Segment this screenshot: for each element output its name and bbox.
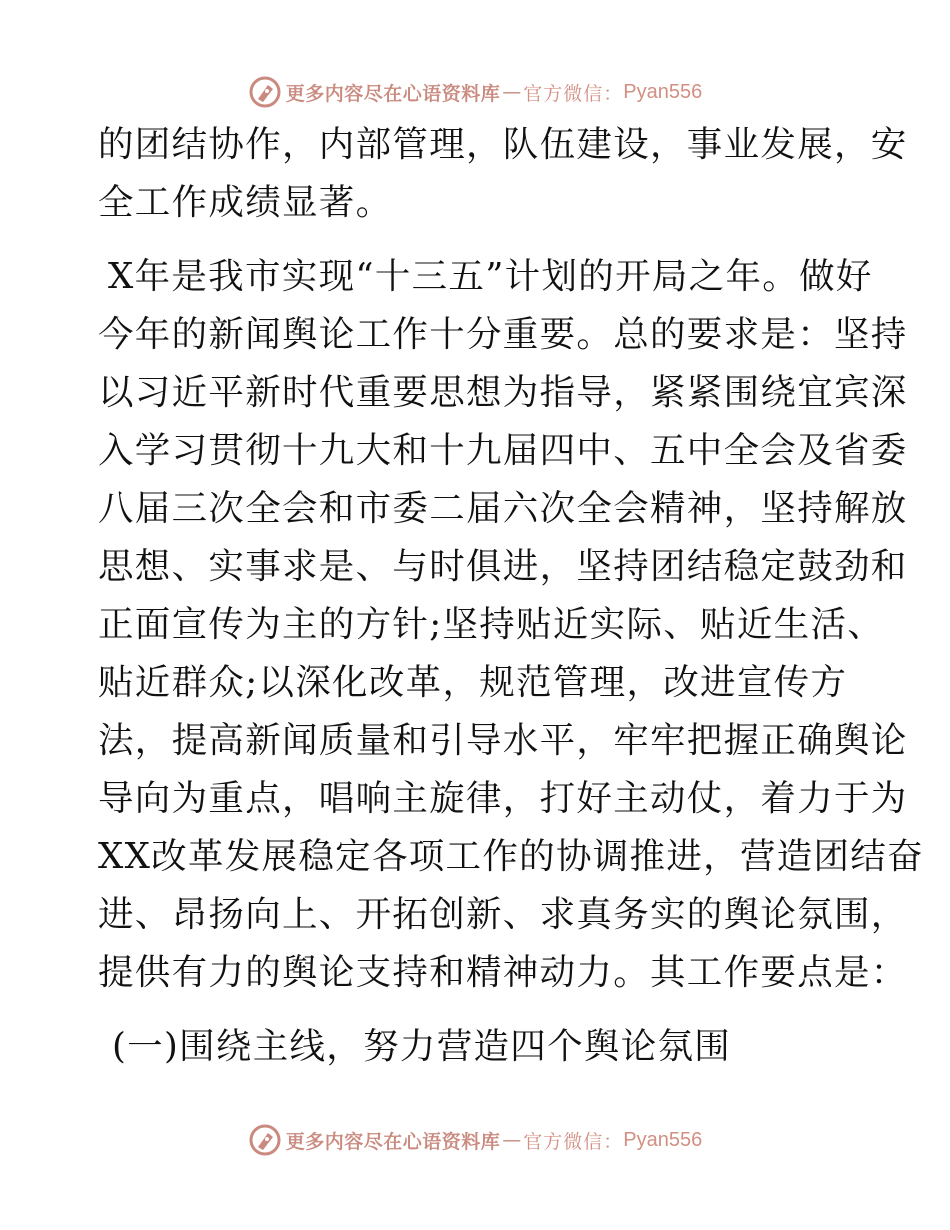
section-heading: (一)围绕主线，努力营造四个舆论氛围 <box>112 1026 732 1067</box>
watermark-dash: — <box>502 81 522 103</box>
text-line: 的团结协作，内部管理，队伍建设，事业发展，安 <box>98 124 908 165</box>
text-line: 八届三次全会和市委二届六次全会精神，坚持解放 <box>98 488 908 529</box>
watermark-brand: 更多内容尽在心语资料库 <box>285 1130 501 1153</box>
text-line: 入学习贯彻十九大和十九届四中、五中全会及省委 <box>98 430 908 471</box>
pen-nib-circle-icon <box>248 1123 282 1157</box>
watermark-brand: 更多内容尽在心语资料库 <box>285 82 501 105</box>
footer-watermark <box>0 1120 950 1160</box>
watermark-dash: — <box>502 1129 522 1151</box>
text-line: 正面宣传为主的方针;坚持贴近实际、贴近生活、 <box>98 604 885 645</box>
text-line: 贴近群众;以深化改革，规范管理，改进宣传方 <box>98 662 848 703</box>
text-line: 导向为重点，唱响主旋律，打好主动仗，着力于为 <box>98 778 908 819</box>
pen-nib-circle-icon <box>248 75 282 109</box>
paragraph-2 <box>98 248 924 1002</box>
text-line: 思想、实事求是、与时俱进，坚持团结稳定鼓劲和 <box>98 546 908 587</box>
text-line: XX改革发展稳定各项工作的协调推进，营造团结奋 <box>98 836 924 877</box>
text-line: 以习近平新时代重要思想为指导，紧紧围绕宜宾深 <box>98 372 908 413</box>
text-line: 全工作成绩显著。 <box>98 182 393 223</box>
header-watermark <box>0 72 950 112</box>
watermark-official: 官方微信： <box>523 82 624 105</box>
watermark-official: 官方微信： <box>523 1130 624 1153</box>
watermark-id: Pyan556 <box>623 80 703 103</box>
text-line: 提供有力的舆论支持和精神动力。其工作要点是： <box>98 952 908 993</box>
text-line: X年是我市实现“十三五”计划的开局之年。做好 <box>108 256 873 297</box>
watermark-id: Pyan556 <box>623 1128 703 1151</box>
text-line: 进、昂扬向上、开拓创新、求真务实的舆论氛围， <box>98 894 908 935</box>
text-line: 今年的新闻舆论工作十分重要。总的要求是：坚持 <box>98 314 908 355</box>
document-body <box>98 116 924 1076</box>
text-line: 法，提高新闻质量和引导水平，牢牢把握正确舆论 <box>98 720 908 761</box>
paragraph-1 <box>98 116 908 232</box>
